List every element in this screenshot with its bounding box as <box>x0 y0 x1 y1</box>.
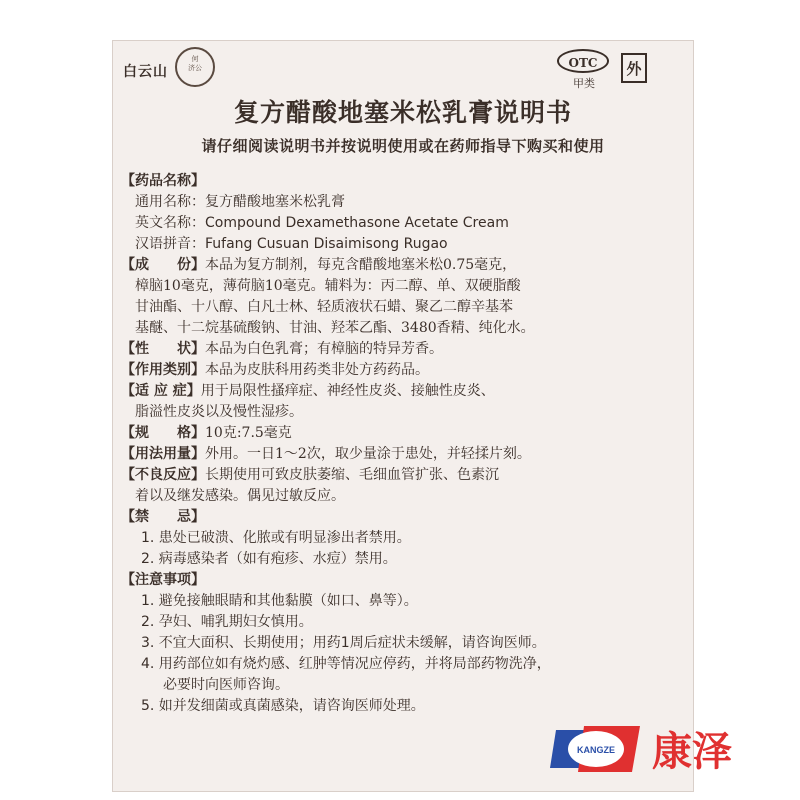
otc-mark: OTC <box>557 49 609 73</box>
pinyin-name: 汉语拼音：Fufang Cusuan Disaimisong Rugao <box>135 236 448 252</box>
leaflet-card <box>112 40 694 792</box>
ingredients-line-2: 樟脑10毫克，薄荷脑10毫克。辅料为：丙二醇、单、双硬脂酸 <box>135 278 521 294</box>
notes-item-4: 4. 用药部位如有烧灼感、红肿等情况应停药，并将局部药物洗净， <box>141 656 551 672</box>
section-ingredients-label: 【成 份】 <box>121 257 205 273</box>
section-appearance-label: 【性 状】 <box>121 341 205 357</box>
notes-item-3: 3. 不宜大面积、长期使用；用药1周后症状未缓解，请咨询医师。 <box>141 635 546 651</box>
common-name: 通用名称：复方醋酸地塞米松乳膏 <box>135 194 345 210</box>
spec-text: 10克:7.5毫克 <box>205 425 292 441</box>
leaflet-title: 复方醋酸地塞米松乳膏说明书 <box>233 98 572 127</box>
section-name-label: 【药品名称】 <box>121 173 205 189</box>
category-text: 本品为皮肤科用药类非处方药药品。 <box>205 362 429 378</box>
notes-item-2: 2. 孕妇、哺乳期妇女慎用。 <box>141 614 313 630</box>
ingredients-line-1: 本品为复方制剂，每克含醋酸地塞米松0.75毫克， <box>205 257 517 273</box>
external-use-badge: 外 <box>621 53 647 83</box>
indications-line-2: 脂溢性皮炎以及慢性湿疹。 <box>135 404 303 420</box>
notes-item-1: 1. 避免接触眼睛和其他黏膜（如口、鼻等）。 <box>141 593 418 609</box>
appearance-text: 本品为白色乳膏；有樟脑的特异芳香。 <box>205 341 443 357</box>
section-contra-label: 【禁 忌】 <box>121 509 205 525</box>
contra-item: 2. 病毒感染者（如有疱疹、水痘）禁用。 <box>141 551 397 567</box>
kangze-brand-cn: 康泽 <box>652 728 732 775</box>
section-spec-label: 【规 格】 <box>121 425 205 441</box>
leaflet-header <box>113 41 693 155</box>
kangze-logo-text: KANGZE <box>577 745 615 755</box>
section-adverse-label: 【不良反应】 <box>121 467 205 483</box>
notes-item-5: 5. 如并发细菌或真菌感染，请咨询医师处理。 <box>141 698 425 714</box>
notes-item-4-cont: 必要时向医师咨询。 <box>163 677 289 693</box>
english-name: 英文名称：Compound Dexamethasone Acetate Cream <box>135 215 509 231</box>
leaflet-subtitle: 请仔细阅读说明书并按说明使用或在药师指导下购买和使用 <box>201 137 605 155</box>
section-usage-label: 【用法用量】 <box>121 446 205 462</box>
section-category-label: 【作用类别】 <box>121 362 205 378</box>
section-indications-label: 【适 应 症】 <box>121 383 201 399</box>
indications-line-1: 用于局限性搔痒症、神经性皮炎、接触性皮炎、 <box>200 383 495 399</box>
brand-name: 白云山 <box>123 64 168 80</box>
leaflet-content <box>121 171 685 717</box>
section-notes-label: 【注意事项】 <box>121 572 205 588</box>
brand-seal-logo: 何 济公 <box>175 47 215 87</box>
kangze-logo <box>548 722 666 776</box>
ingredients-line-4: 基醚、十二烷基硫酸钠、甘油、羟苯乙酯、3480香精、纯化水。 <box>135 320 535 336</box>
ingredients-line-3: 甘油酯、十八醇、白凡士林、轻质液状石蜡、聚乙二醇辛基苯 <box>135 299 513 315</box>
otc-class-label: 甲类 <box>573 77 595 90</box>
adverse-line-1: 长期使用可致皮肤萎缩、毛细血管扩张、色素沉 <box>205 467 499 483</box>
usage-text: 外用。一日1～2次，取少量涂于患处，并轻揉片刻。 <box>205 446 531 462</box>
adverse-line-2: 着以及继发感染。偶见过敏反应。 <box>135 488 345 504</box>
contra-item: 1. 患处已破溃、化脓或有明显渗出者禁用。 <box>141 530 411 546</box>
